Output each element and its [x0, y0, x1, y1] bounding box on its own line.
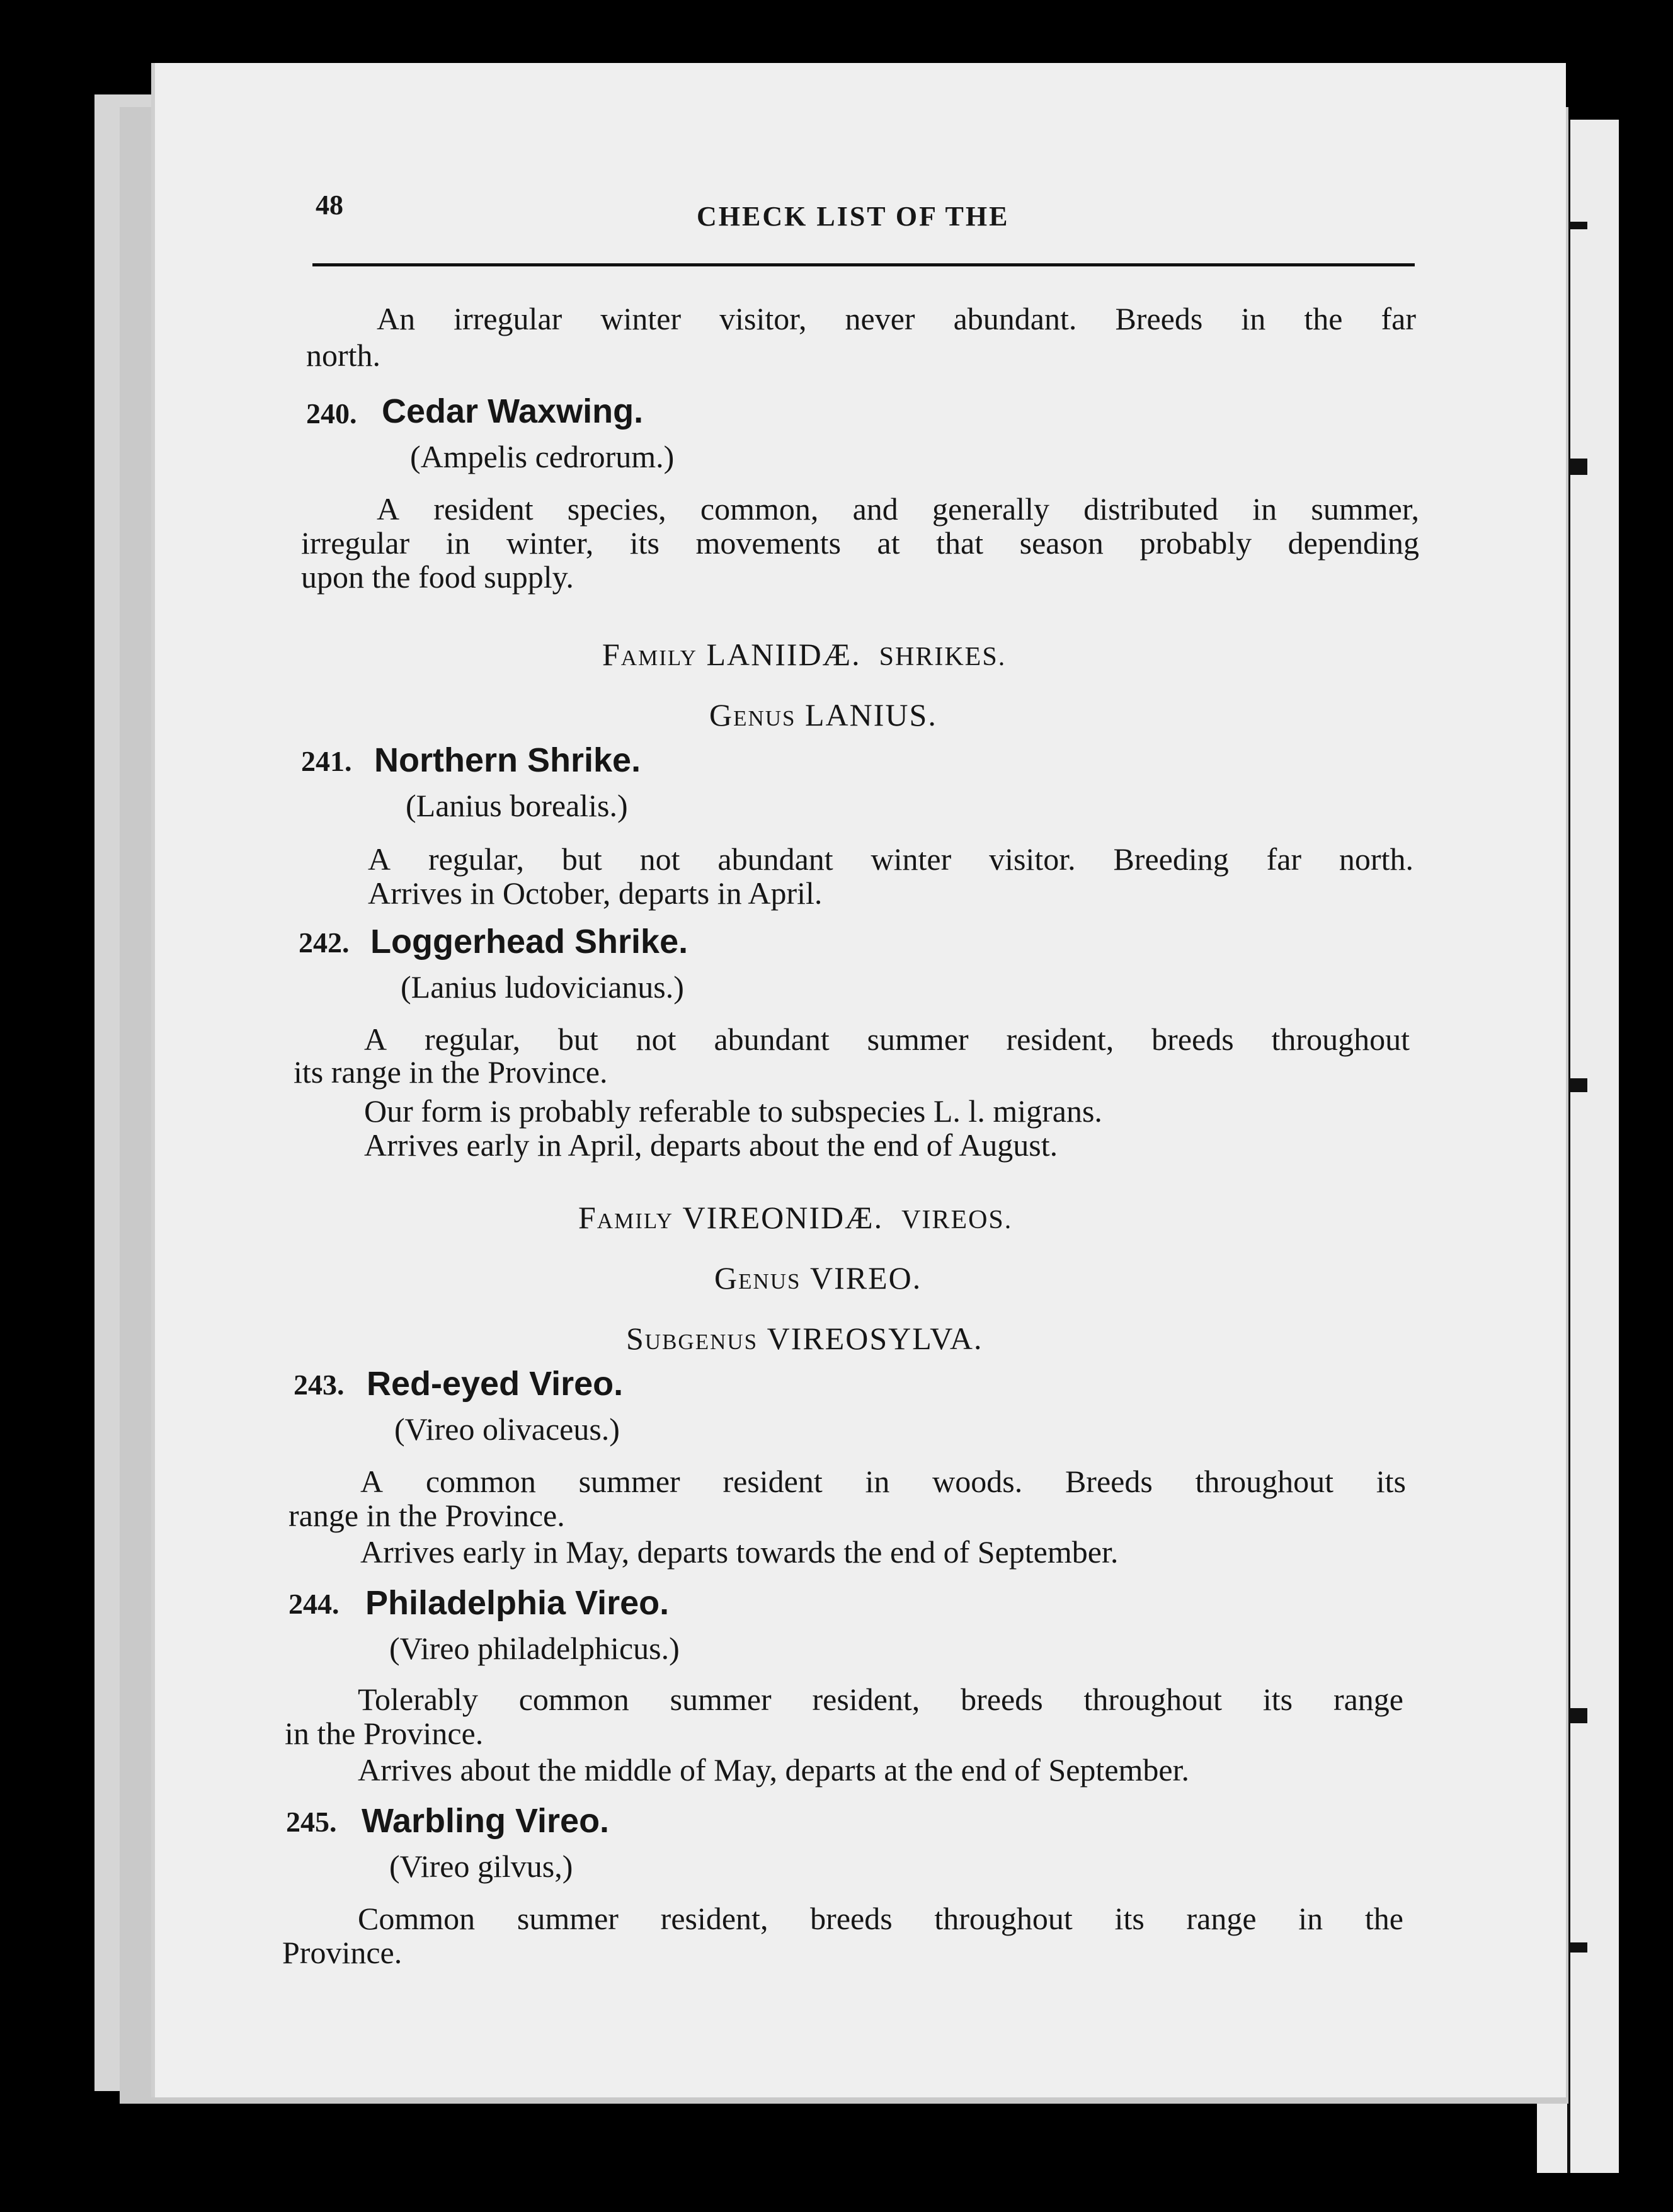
header-rule: [312, 263, 1415, 266]
body-line: Tolerably common summer resident, breeds throughout its range: [358, 1682, 1403, 1717]
species-number: 242.: [299, 926, 350, 959]
species-name: Cedar Waxwing.: [382, 392, 644, 430]
species-number: 240.: [306, 397, 357, 430]
genus-heading: Genus LANIUS.: [709, 697, 937, 733]
scientific-name: (Ampelis cedrorum.): [410, 439, 675, 474]
page-number: 48: [316, 190, 343, 220]
species-number: 245.: [286, 1806, 337, 1838]
species-name: Warbling Vireo.: [362, 1802, 610, 1840]
body-line: Arrives early in May, departs towards the end of September.: [360, 1534, 1119, 1570]
body-line: A regular, but not abundant summer resident, breeds throughout: [364, 1022, 1410, 1057]
scientific-name: (Lanius borealis.): [406, 788, 628, 823]
body-line: north.: [306, 338, 381, 373]
scientific-name: (Vireo olivaceus.): [394, 1411, 620, 1447]
body-line: Common summer resident, breeds throughout its range in the: [358, 1901, 1403, 1936]
family-heading: Family VIREONIDÆ. VIREOS.: [578, 1200, 1013, 1235]
scientific-name: (Lanius ludovicianus.): [401, 969, 684, 1005]
body-line: its range in the Province.: [294, 1054, 608, 1090]
book-page: [151, 63, 1566, 2097]
species-number: 243.: [294, 1369, 345, 1401]
species-name: Loggerhead Shrike.: [370, 923, 688, 961]
running-head: CHECK LIST OF THE: [697, 201, 1010, 232]
family-heading: Family LANIIDÆ. SHRIKES.: [602, 637, 1007, 672]
scientific-name: (Vireo gilvus,): [389, 1849, 573, 1884]
body-line: An irregular winter visitor, never abundant. Breeds in the far: [377, 301, 1416, 336]
species-name: Philadelphia Vireo.: [365, 1584, 670, 1622]
body-line: Arrives in October, departs in April.: [368, 875, 823, 911]
body-line: A regular, but not abundant winter visitor. Breeding far north.: [368, 841, 1413, 877]
body-line: A common summer resident in woods. Breeds throughout its: [360, 1464, 1406, 1499]
body-line: Arrives about the middle of May, departs at the end of September.: [358, 1752, 1189, 1787]
genus-heading: Genus VIREO.: [714, 1260, 922, 1296]
body-line: Arrives early in April, departs about the end of August.: [364, 1127, 1058, 1163]
species-name: Northern Shrike.: [374, 741, 641, 779]
species-number: 241.: [301, 745, 352, 777]
body-line: Our form is probably referable to subspecies L. l. migrans.: [364, 1093, 1102, 1129]
body-line: irregular in winter, its movements at that season probably depending: [301, 525, 1419, 561]
species-number: 244.: [288, 1588, 340, 1620]
body-line: A resident species, common, and generally distributed in summer,: [377, 491, 1419, 527]
body-line: range in the Province.: [288, 1498, 565, 1533]
scientific-name: (Vireo philadelphicus.): [389, 1631, 680, 1666]
body-line: Province.: [282, 1935, 403, 1970]
subgenus-heading: Subgenus VIREOSYLVA.: [626, 1321, 983, 1356]
body-line: upon the food supply.: [301, 559, 574, 595]
species-name: Red-eyed Vireo.: [367, 1365, 624, 1403]
body-line: in the Province.: [285, 1716, 484, 1751]
